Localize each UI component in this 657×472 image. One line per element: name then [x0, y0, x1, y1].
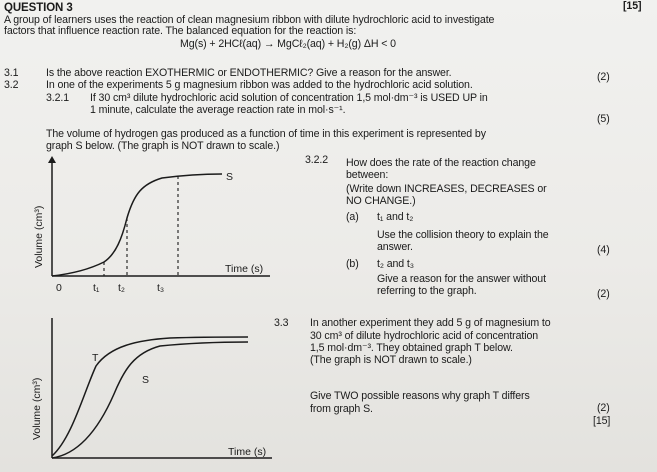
q321-line-1: If 30 cm³ dilute hydrochloric acid solution of concentration 1,5 mol·dm⁻³ is USED UP in: [90, 92, 488, 104]
q31-number: 3.1: [4, 67, 19, 79]
graph-s-xlabel: Time (s): [225, 263, 264, 275]
q322a-marks: (4): [597, 244, 610, 256]
q322a-line-2: answer.: [377, 241, 413, 253]
graph-s-tick-t3: t₃: [157, 282, 165, 294]
q321-number: 3.2.1: [46, 92, 70, 104]
graph-t-curve-t-label: T: [92, 352, 99, 364]
graph-s-ylabel: Volume (cm³): [33, 205, 45, 268]
graph-s-y-arrow: [48, 156, 56, 163]
graph-t-curve-s: [52, 342, 248, 458]
intro-line-2: factors that influence reaction rate. The balanced equation for the reaction is:: [4, 25, 357, 37]
q322-line-1: How does the rate of the reaction change: [346, 157, 536, 169]
question-heading: QUESTION 3: [4, 2, 73, 14]
q322-line-4: NO CHANGE.): [346, 195, 416, 207]
q33-line-1: In another experiment they add 5 g of magnesium to: [310, 317, 551, 329]
q322a-interval: t₁ and t₂: [377, 211, 414, 223]
q322-line-2: between:: [346, 169, 389, 181]
q31-marks: (2): [597, 71, 610, 83]
graph-t-xlabel: Time (s): [228, 446, 267, 458]
q33-line-5: Give TWO possible reasons why graph T differs: [310, 390, 530, 402]
q322b-line-1: Give a reason for the answer without: [377, 273, 546, 285]
question-total-marks: [15]: [623, 0, 642, 12]
q33-marks: (2): [597, 402, 610, 414]
q322b-label: (b): [346, 258, 359, 270]
q33-number: 3.3: [274, 317, 289, 329]
q33-line-4: (The graph is NOT drawn to scale.): [310, 354, 472, 366]
q322a-line-1: Use the collision theory to explain the: [377, 229, 549, 241]
q322b-marks: (2): [597, 288, 610, 300]
graph-t-curve-t: [52, 337, 248, 456]
graph-s-curve-label: S: [226, 171, 234, 183]
graph-s-tick-t2: t₂: [118, 282, 125, 294]
q33-line-2: 30 cm³ of dilute hydrochloric acid of concentration: [310, 330, 539, 342]
q32-text: In one of the experiments 5 g magnesium ribbon was added to the hydrochloric acid solution.: [46, 79, 473, 91]
q321-line-2: 1 minute, calculate the average reaction rate in mol·s⁻¹.: [90, 104, 346, 116]
q322-number: 3.2.2: [305, 154, 329, 166]
q33-line-6: from graph S.: [310, 403, 373, 415]
q33-total: [15]: [593, 415, 611, 427]
q321-marks: (5): [597, 113, 610, 125]
q322-line-3: (Write down INCREASES, DECREASES or: [346, 183, 547, 195]
q322b-line-2: referring to the graph.: [377, 285, 477, 297]
graph-s-curve: [52, 174, 222, 276]
graph-s-tick-t1: t₁: [93, 282, 100, 294]
q322b-interval: t₂ and t₃: [377, 258, 414, 270]
graph-t-curve-s-label: S: [142, 374, 150, 386]
q31-text: Is the above reaction EXOTHERMIC or ENDOTHERMIC? Give a reason for the answer.: [46, 67, 452, 79]
graph-s-origin: 0: [56, 282, 62, 294]
q32-number: 3.2: [4, 79, 19, 91]
balanced-equation: Mg(s) + 2HCℓ(aq) → MgCℓ₂(aq) + H₂(g) ΔH < 0: [180, 38, 396, 50]
intro-line-1: A group of learners uses the reaction of clean magnesium ribbon with dilute hydrochloric acid to investigate: [4, 14, 495, 26]
graph-intro-line-1: The volume of hydrogen gas produced as a function of time in this experiment is represented by: [46, 128, 486, 140]
graph-intro-line-2: graph S below. (The graph is NOT drawn to scale.): [46, 140, 280, 152]
q33-line-3: 1,5 mol·dm⁻³. They obtained graph T below.: [310, 342, 513, 354]
q322a-label: (a): [346, 211, 359, 223]
graph-t-ylabel: Volume (cm³): [31, 377, 43, 440]
